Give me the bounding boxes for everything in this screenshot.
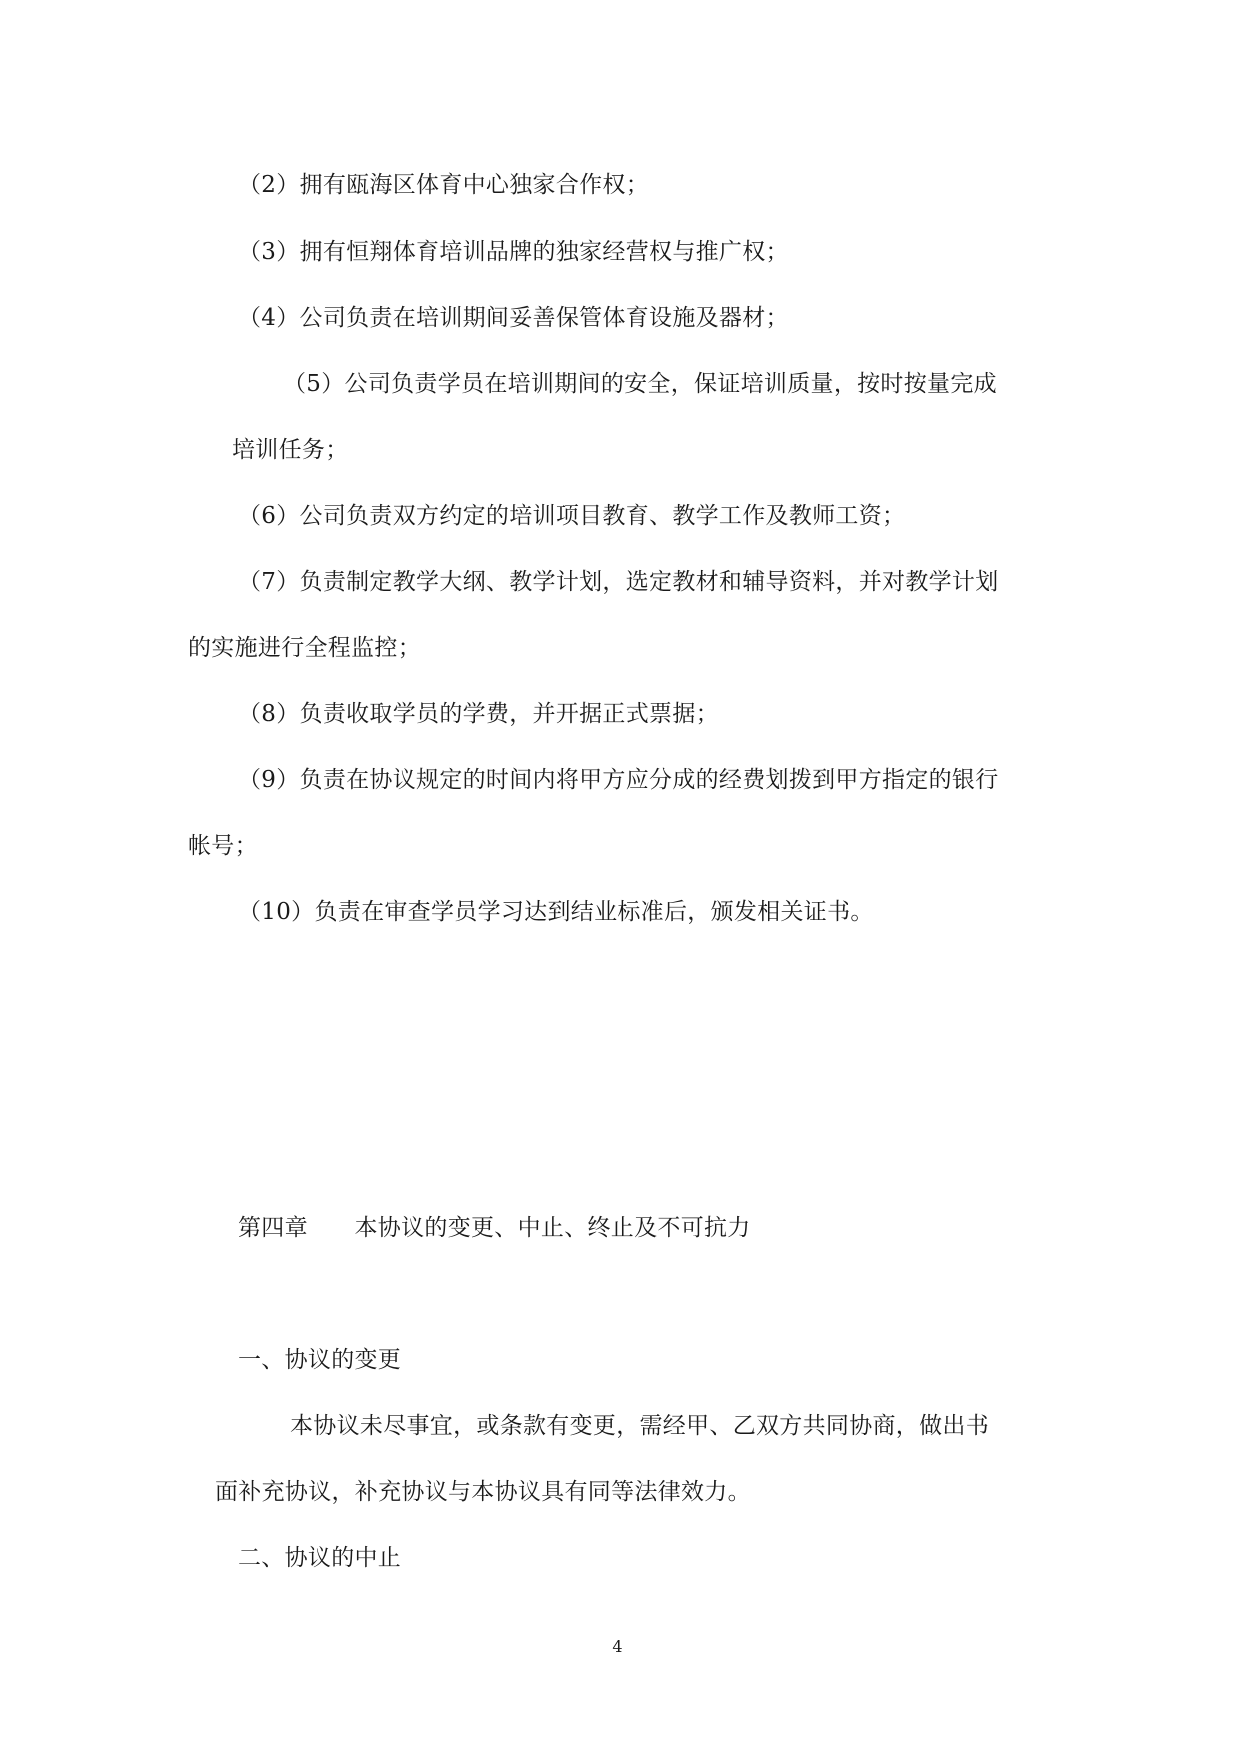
clause-5: （5）公司负责学员在培训期间的安全，保证培训质量，按时按量完成 bbox=[283, 371, 997, 397]
clause-9: （9）负责在协议规定的时间内将甲方应分成的经费划拨到甲方指定的银行 bbox=[238, 767, 999, 793]
chapter-heading: 第四章 本协议的变更、中止、终止及不可抗力 bbox=[238, 1215, 751, 1241]
clause-10: （10）负责在审查学员学习达到结业标准后，颁发相关证书。 bbox=[238, 899, 874, 925]
clause-2: （2）拥有瓯海区体育中心独家合作权； bbox=[238, 172, 650, 198]
clause-5-continued: 培训任务； bbox=[232, 437, 349, 463]
page-number: 4 bbox=[612, 1637, 623, 1656]
section-heading-change: 一、协议的变更 bbox=[238, 1347, 402, 1373]
change-paragraph-continued: 面补充协议，补充协议与本协议具有同等法律效力。 bbox=[215, 1479, 751, 1505]
clause-6: （6）公司负责双方约定的培训项目教育、教学工作及教师工资； bbox=[238, 503, 906, 529]
clause-4: （4）公司负责在培训期间妥善保管体育设施及器材； bbox=[238, 305, 789, 331]
clause-3: （3）拥有恒翔体育培训品牌的独家经营权与推广权； bbox=[238, 239, 789, 265]
clause-8: （8）负责收取学员的学费，并开据正式票据； bbox=[238, 701, 719, 727]
section-heading-suspension: 二、协议的中止 bbox=[238, 1545, 402, 1571]
change-paragraph: 本协议未尽事宜，或条款有变更，需经甲、乙双方共同协商，做出书 bbox=[290, 1413, 989, 1439]
clause-7-continued: 的实施进行全程监控； bbox=[188, 635, 421, 661]
clause-9-continued: 帐号； bbox=[188, 833, 258, 859]
clause-7: （7）负责制定教学大纲、教学计划，选定教材和辅导资料，并对教学计划 bbox=[238, 569, 999, 595]
